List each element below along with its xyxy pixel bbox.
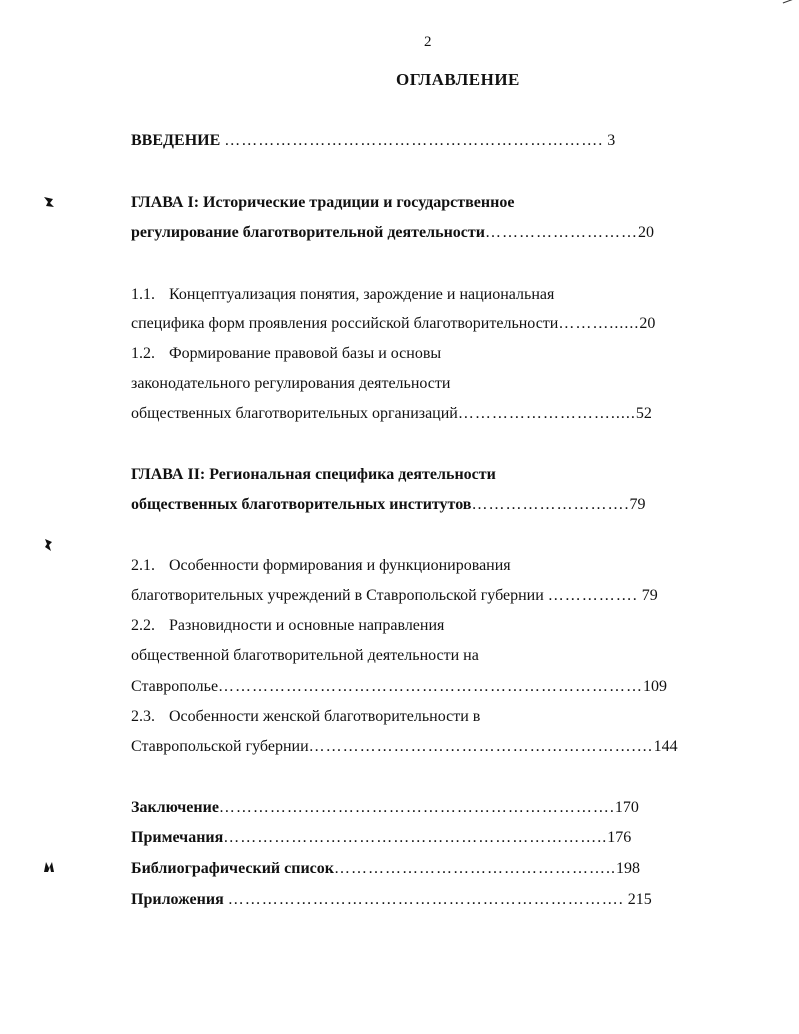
toc-leader: ………………………………………………………….. xyxy=(223,829,608,846)
toc-page: 52 xyxy=(635,405,652,422)
toc-leader: ………...... xyxy=(558,315,640,332)
toc-chapter-1-title[interactable]: ГЛАВА I: Исторические традиции и государственное xyxy=(131,194,515,211)
toc-page: 109 xyxy=(643,678,668,695)
toc-leader: ……………………………………………………………. xyxy=(227,891,624,908)
margin-mark-icon xyxy=(42,195,56,209)
toc-section-number: 2.3. xyxy=(131,708,155,725)
toc-section-1-1-title[interactable] xyxy=(131,285,554,305)
toc-leader: ………………………..... xyxy=(457,405,636,422)
toc-label: специфика форм проявления российской благотворительности xyxy=(131,315,559,332)
toc-label: Библиографический список xyxy=(131,860,334,877)
corner-mark xyxy=(783,0,798,6)
toc-label: Особенности женской благотворительности в xyxy=(169,708,481,725)
toc-leader: ………………………………………….. xyxy=(333,860,616,877)
toc-label: Ставрополье xyxy=(131,678,219,695)
toc-leader: …………………………………………………………. xyxy=(224,132,604,149)
toc-chapter-2-title[interactable]: ГЛАВА II: Региональная специфика деятельности xyxy=(131,466,496,483)
toc-section-number: 1.2. xyxy=(131,345,155,362)
toc-label: Приложения xyxy=(131,891,224,908)
toc-page: 170 xyxy=(614,799,639,816)
toc-entry-conclusion[interactable] xyxy=(131,798,639,818)
toc-section-1-2-title[interactable] xyxy=(131,344,441,364)
toc-page: 215 xyxy=(627,891,652,908)
toc-page: 144 xyxy=(653,738,678,755)
toc-label: общественных благотворительных институтов xyxy=(131,496,472,513)
toc-entry-2-1[interactable] xyxy=(131,586,658,606)
toc-entry-1-1[interactable] xyxy=(131,314,655,334)
toc-leader: ……………………… xyxy=(484,224,638,241)
toc-entry-appendices[interactable] xyxy=(131,890,652,910)
toc-leader: ……………. xyxy=(547,587,638,604)
toc-page: 79 xyxy=(629,496,646,513)
toc-section-1-2-line2[interactable]: законодательного регулирования деятельности xyxy=(131,375,451,392)
toc-page: 20 xyxy=(639,315,656,332)
toc-entry-intro[interactable] xyxy=(131,131,615,151)
toc-label: Примечания xyxy=(131,829,224,846)
toc-section-2-3-title[interactable] xyxy=(131,707,480,727)
toc-label: ВВЕДЕНИЕ xyxy=(131,132,221,149)
toc-label: Разновидности и основные направления xyxy=(169,617,445,634)
toc-leader: ………………………………………………………………… xyxy=(218,678,644,695)
toc-page: 79 xyxy=(641,587,658,604)
toc-entry-ch2[interactable] xyxy=(131,495,645,515)
toc-section-2-2-title[interactable] xyxy=(131,616,444,636)
toc-label: общественных благотворительных организаций xyxy=(131,405,458,422)
margin-mark-icon xyxy=(42,538,56,552)
toc-label: Концептуализация понятия, зарождение и национальная xyxy=(169,286,555,303)
toc-entry-1-2[interactable] xyxy=(131,404,652,424)
page-title: ОГЛАВЛЕНИЕ xyxy=(396,70,520,89)
toc-entry-ch1[interactable] xyxy=(131,223,654,243)
toc-entry-2-3[interactable] xyxy=(131,737,678,757)
toc-section-number: 1.1. xyxy=(131,286,155,303)
toc-page: 176 xyxy=(607,829,632,846)
toc-entry-2-2[interactable] xyxy=(131,677,667,697)
toc-page: 198 xyxy=(615,860,640,877)
toc-label: Ставропольской губернии xyxy=(131,738,309,755)
toc-section-number: 2.2. xyxy=(131,617,155,634)
toc-section-2-1-title[interactable] xyxy=(131,556,511,576)
toc-label: Заключение xyxy=(131,799,219,816)
toc-section-number: 2.1. xyxy=(131,557,155,574)
toc-label: Особенности формирования и функционирования xyxy=(169,557,511,574)
toc-page: 3 xyxy=(607,132,616,149)
toc-leader: ………………………. xyxy=(471,496,630,513)
margin-mark-icon xyxy=(42,860,56,874)
toc-label: регулирование благотворительной деятельности xyxy=(131,224,485,241)
toc-entry-notes[interactable] xyxy=(131,828,631,848)
toc-leader: ……………………………………………………………. xyxy=(218,799,615,816)
toc-label: благотворительных учреждений в Ставропольской губернии xyxy=(131,587,544,604)
toc-page: 20 xyxy=(637,224,654,241)
toc-entry-bibliography[interactable] xyxy=(131,859,640,879)
page-number: 2 xyxy=(424,34,432,50)
toc-label: Формирование правовой базы и основы xyxy=(169,345,442,362)
toc-section-2-2-line2[interactable]: общественной благотворительной деятельности на xyxy=(131,647,479,664)
toc-leader: ………………………………………………….… xyxy=(308,738,654,755)
